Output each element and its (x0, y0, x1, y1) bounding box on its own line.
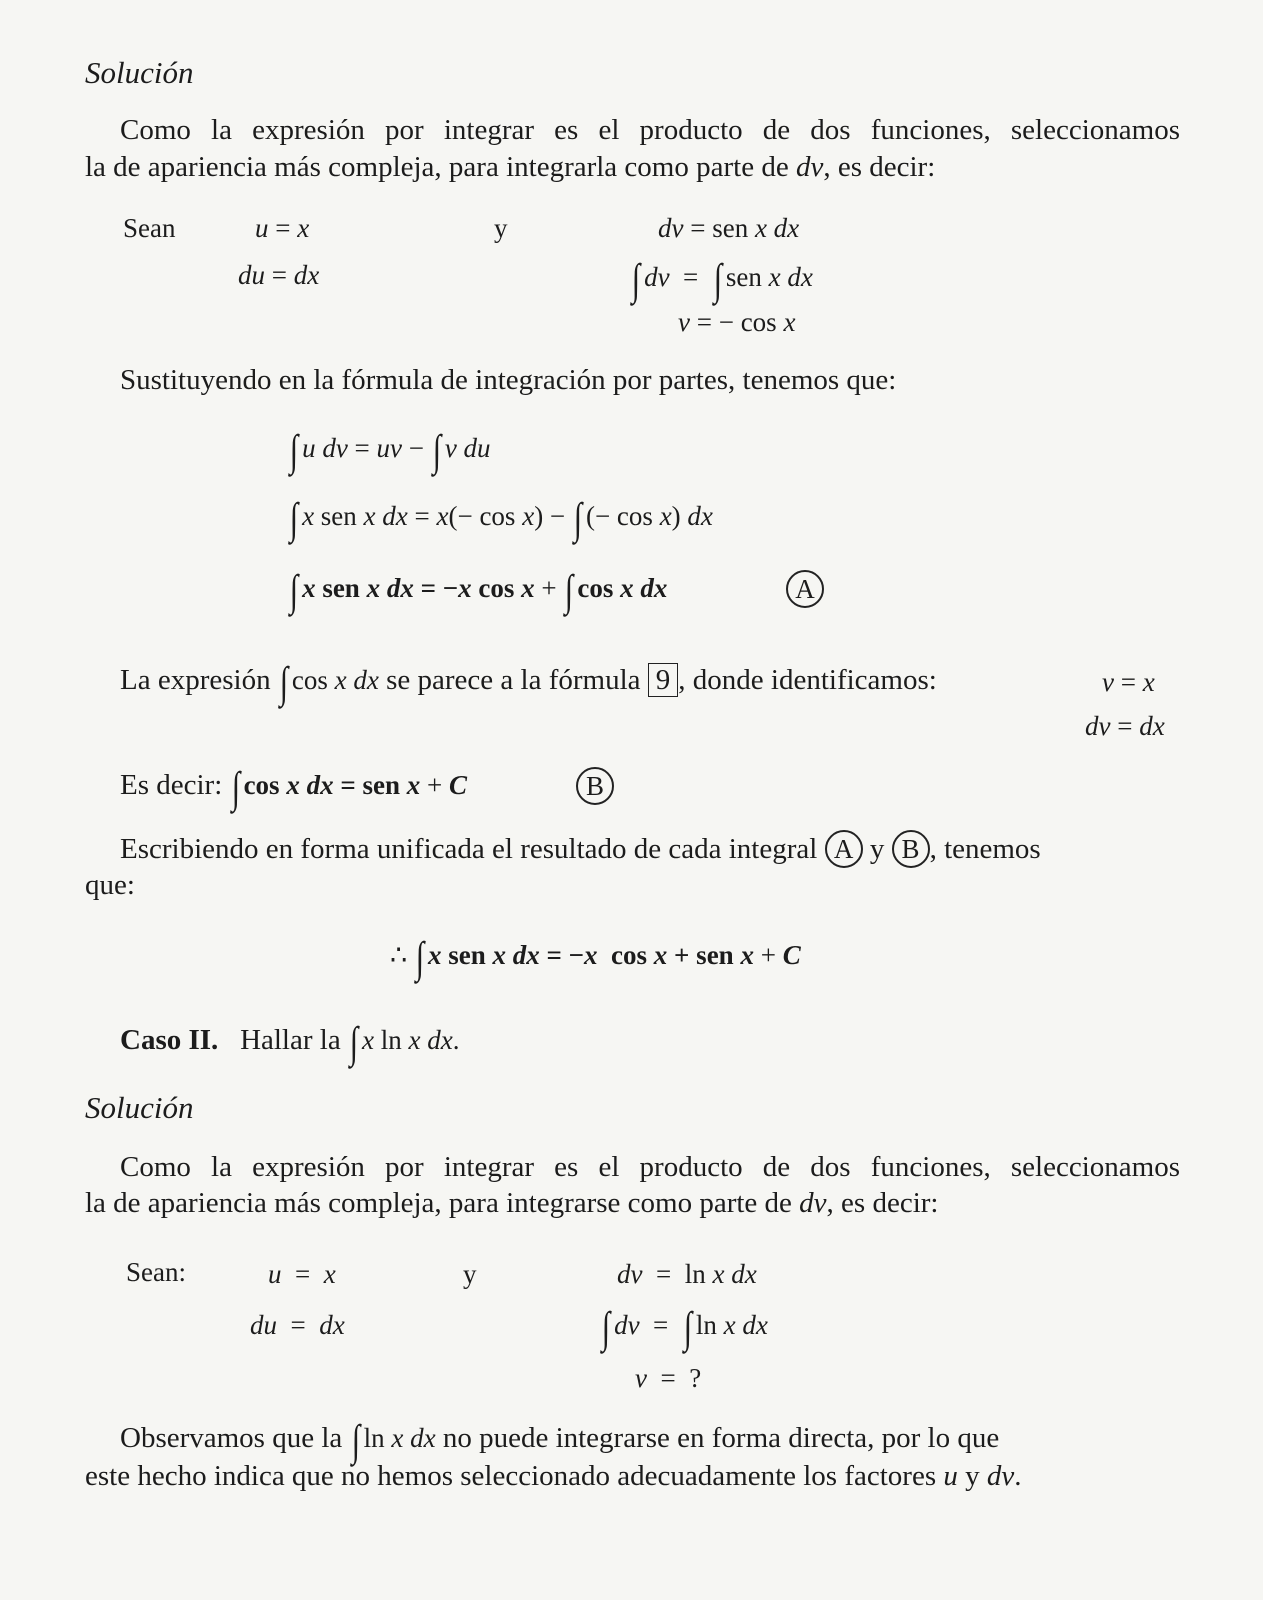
math (658, 210, 799, 246)
math-segment: ∴ (390, 940, 414, 970)
math-segment: = (347, 433, 377, 463)
math-segment: x (521, 573, 535, 603)
math-segment: v (1102, 667, 1114, 697)
math-segment: = (1113, 667, 1143, 697)
math-segment: cos (291, 665, 335, 695)
math-segment: x (783, 307, 796, 337)
math-segment: . (452, 1025, 460, 1055)
math (255, 210, 309, 246)
equation (288, 426, 491, 475)
math-segment: x (584, 940, 598, 970)
math-segment: = (265, 260, 294, 290)
integral-sign: ∫ (349, 1018, 359, 1067)
math-segment: x (1142, 667, 1155, 697)
math-segment: dv (658, 213, 684, 243)
math-segment: du (250, 1310, 277, 1340)
integral-sign: ∫ (573, 494, 583, 543)
math-segment: x dx (620, 573, 668, 603)
sean-label: Sean: (126, 1257, 186, 1287)
integral-sign: ∫ (279, 658, 289, 707)
math-segment: ln (363, 1423, 392, 1453)
math-segment: u (268, 1259, 282, 1289)
math-segment: du (238, 260, 265, 290)
math (278, 658, 379, 707)
integral-sign: ∫ (713, 255, 723, 304)
math-segment: = (669, 262, 712, 292)
integral-sign: ∫ (231, 763, 240, 812)
math-segment: = − (413, 573, 459, 603)
math-segment: x dx (391, 1423, 436, 1453)
math-segment: dx (319, 1310, 345, 1340)
circled-marker-a: A (786, 570, 824, 608)
math-segment: x (659, 501, 672, 531)
math-segment: u dv (302, 433, 348, 463)
math-segment: x (323, 1259, 336, 1289)
equation (288, 566, 668, 615)
math-segment: = − (539, 940, 585, 970)
math-segment: v (678, 307, 690, 337)
math-segment: uv (376, 433, 403, 463)
math-segment: + (753, 940, 783, 970)
math (635, 1360, 701, 1396)
math-segment: dx (687, 501, 713, 531)
paragraph-line: Escribiendo en forma unificada el resultado de cada integral A y B , tenemos (120, 830, 1180, 868)
integral-sign: ∫ (351, 1416, 360, 1465)
math-segment: x (522, 501, 535, 531)
math-segment: x dx (286, 770, 334, 800)
math-segment: x (458, 573, 472, 603)
math-segment: = (268, 213, 298, 243)
math-segment: x (653, 940, 668, 970)
math-segment: = ln (642, 1259, 713, 1289)
math-segment: x (297, 213, 310, 243)
solution-heading: Solución (85, 1090, 194, 1125)
math-segment: x (406, 770, 421, 800)
math-segment: sen (725, 262, 769, 292)
paragraph-line: Observamos que la ∫ ln x dx no puede integrarse en forma directa, por lo que (120, 1416, 1000, 1465)
paragraph-line: la de apariencia más compleja, para integrarla como parte de dv, es decir: (85, 151, 936, 183)
math-segment: = (1110, 711, 1140, 741)
math (268, 1256, 336, 1292)
math-segment: x dx (712, 1259, 757, 1289)
integral-sign: ∫ (601, 1303, 611, 1352)
math-segment: x (428, 940, 442, 970)
paragraph-line: la de apariencia más compleja, para integrarse como parte de dv, es decir: (85, 1187, 939, 1219)
paragraph-line: Sustituyendo en la fórmula de integración por partes, tenemos que: (120, 364, 897, 396)
math-segment: u (255, 213, 269, 243)
math (1102, 664, 1155, 700)
math-segment: C (448, 770, 467, 800)
math-segment: sen (314, 501, 364, 531)
math-segment: x (362, 1025, 374, 1055)
math-segment: cos (577, 573, 621, 603)
paragraph-line: este hecho indica que no hemos seleccionado adecuadamente los factores u y dv. (85, 1460, 1022, 1492)
math-segment: cos (243, 770, 287, 800)
math-segment: ) − (534, 501, 572, 531)
math (250, 1307, 345, 1343)
math-segment: = (639, 1310, 682, 1340)
math (678, 304, 795, 340)
math-segment: dx (293, 260, 320, 290)
paragraph-line: Es decir: ∫ cos x dx = sen x + C (120, 763, 467, 812)
solution-heading: Solución (85, 55, 194, 90)
math-segment: x dx (723, 1310, 768, 1340)
math-segment: x dx (768, 262, 813, 292)
math (1085, 708, 1165, 744)
math-segment: − (402, 433, 431, 463)
math-segment: dv (617, 1259, 643, 1289)
math-segment: x (302, 501, 315, 531)
sean-label: Sean (123, 213, 176, 243)
final-result (390, 933, 801, 982)
math-segment: x dx (492, 940, 540, 970)
case-title: Caso II. Hallar la ∫ x ln x dx. (120, 1018, 460, 1067)
math-segment: (− cos (585, 501, 660, 531)
math-segment: x dx (754, 213, 800, 243)
math-segment: + sen (667, 940, 741, 970)
math-segment: = (281, 1259, 324, 1289)
formula-reference-box: 9 (648, 663, 679, 697)
integral-sign: ∫ (683, 1303, 693, 1352)
math-segment: = (407, 501, 437, 531)
math-segment: x (740, 940, 754, 970)
math-segment: x (436, 501, 449, 531)
math-segment: ) (671, 501, 688, 531)
math-segment: dx (1139, 711, 1165, 741)
math-segment: ln (374, 1025, 409, 1055)
math-segment: (− cos (448, 501, 523, 531)
math-segment: C (782, 940, 801, 970)
paragraph-line: Como la expresión por integrar es el producto de dos funciones, seleccionamos (120, 114, 1180, 146)
integral-sign: ∫ (565, 566, 574, 615)
math (617, 1256, 757, 1292)
integral-sign: ∫ (289, 426, 299, 475)
math-segment: sen (315, 573, 367, 603)
paragraph-line: Como la expresión por integrar es el producto de dos funciones, seleccionamos (120, 1151, 1180, 1183)
math-segment: x dx (334, 665, 379, 695)
math-segment: = − cos (689, 307, 784, 337)
math-segment: dv (644, 262, 670, 292)
circled-marker-b: B (576, 767, 614, 805)
math-segment: x dx (363, 501, 408, 531)
math-segment: v du (444, 433, 491, 463)
integral-sign: ∫ (289, 566, 299, 615)
math-segment: = ? (646, 1363, 702, 1393)
math (630, 255, 813, 304)
and-label: y (494, 213, 508, 243)
math-segment: + (534, 573, 564, 603)
math-segment: dv (614, 1310, 640, 1340)
math-segment: cos (471, 573, 522, 603)
math-segment: + (420, 770, 449, 800)
equation (288, 494, 713, 543)
math (600, 1303, 768, 1352)
math (238, 257, 319, 293)
and-label: y (463, 1259, 477, 1289)
math-segment: x dx (366, 573, 414, 603)
math-segment: x (302, 573, 316, 603)
math-segment: = sen (683, 213, 755, 243)
math-segment: = sen (333, 770, 407, 800)
paragraph-line: que: (85, 869, 135, 901)
integral-sign: ∫ (432, 426, 442, 475)
integral-sign: ∫ (415, 933, 425, 982)
math-segment: cos (597, 940, 654, 970)
integral-sign: ∫ (289, 494, 299, 543)
integral-sign: ∫ (631, 255, 641, 304)
paragraph-line: La expresión ∫ cos x dx se parece a la fórmula 9 , donde identificamos: (120, 658, 937, 707)
math-segment: sen (441, 940, 493, 970)
math-segment: v (635, 1363, 647, 1393)
math-segment: = (277, 1310, 320, 1340)
math-segment: dv (1085, 711, 1111, 741)
math-segment: ln (695, 1310, 724, 1340)
math-segment: x dx (408, 1025, 453, 1055)
